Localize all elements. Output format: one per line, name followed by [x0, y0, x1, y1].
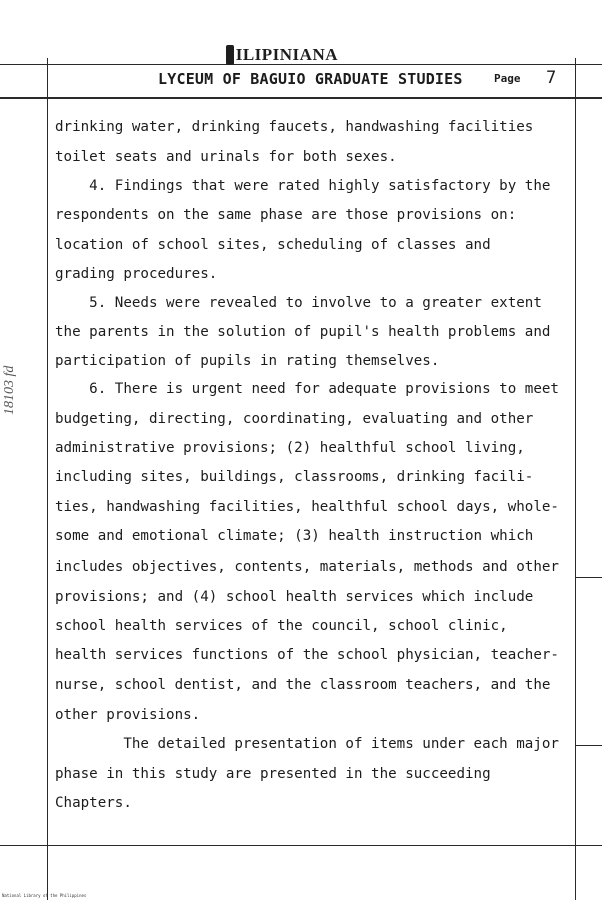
header-title: LYCEUM OF BAGUIO GRADUATE STUDIES — [158, 70, 463, 88]
library-stamp — [226, 44, 338, 66]
right-tick-upper — [575, 577, 602, 578]
text-line: school health services of the council, school clinic, — [55, 618, 508, 634]
text-line: 5. Needs were revealed to involve to a greater extent — [55, 295, 542, 311]
footer-rule — [0, 845, 602, 846]
page-number: 7 — [546, 68, 557, 88]
right-tick-lower — [575, 745, 602, 746]
page-label: Page — [494, 72, 521, 85]
text-line: health services functions of the school physician, teacher- — [55, 647, 559, 663]
text-line: ties, handwashing facilities, healthful school days, whole- — [55, 499, 559, 515]
left-margin-rule — [47, 58, 48, 900]
text-line: toilet seats and urinals for both sexes. — [55, 149, 397, 165]
text-line: other provisions. — [55, 707, 201, 723]
text-line: participation of pupils in rating themselves. — [55, 353, 440, 369]
text-line: grading procedures. — [55, 266, 218, 282]
text-line: the parents in the solution of pupil's health problems and — [55, 324, 551, 340]
text-line: Chapters. — [55, 795, 132, 811]
header-bottom-rule — [0, 97, 602, 99]
text-line: respondents on the same phase are those provisions on: — [55, 207, 517, 223]
text-line: administrative provisions; (2) healthful school living, — [55, 440, 525, 456]
text-line: 4. Findings that were rated highly satisfactory by the — [55, 178, 551, 194]
text-line: provisions; and (4) school health services which include — [55, 589, 534, 605]
text-line: budgeting, directing, coordinating, evaluating and other — [55, 411, 534, 427]
text-line: includes objectives, contents, materials, methods and other — [55, 559, 559, 575]
text-line: nurse, school dentist, and the classroom teachers, and the — [55, 677, 551, 693]
stamp-emblem-icon — [226, 45, 234, 65]
text-line: location of school sites, scheduling of classes and — [55, 237, 491, 253]
footer-credit: National Library of the Philippines — [2, 893, 87, 898]
text-line: 6. There is urgent need for adequate provisions to meet — [55, 381, 559, 397]
text-line: phase in this study are presented in the succeeding — [55, 766, 491, 782]
text-line: some and emotional climate; (3) health instruction which — [55, 528, 534, 544]
text-line: The detailed presentation of items under each major — [55, 736, 559, 752]
text-line: drinking water, drinking faucets, handwashing facilities — [55, 119, 534, 135]
handwritten-margin-note: 18103 fd — [2, 365, 17, 415]
text-line: including sites, buildings, classrooms, drinking facili- — [55, 469, 534, 485]
right-margin-rule — [575, 58, 576, 900]
stamp-text: ILIPINIANA — [235, 45, 338, 64]
